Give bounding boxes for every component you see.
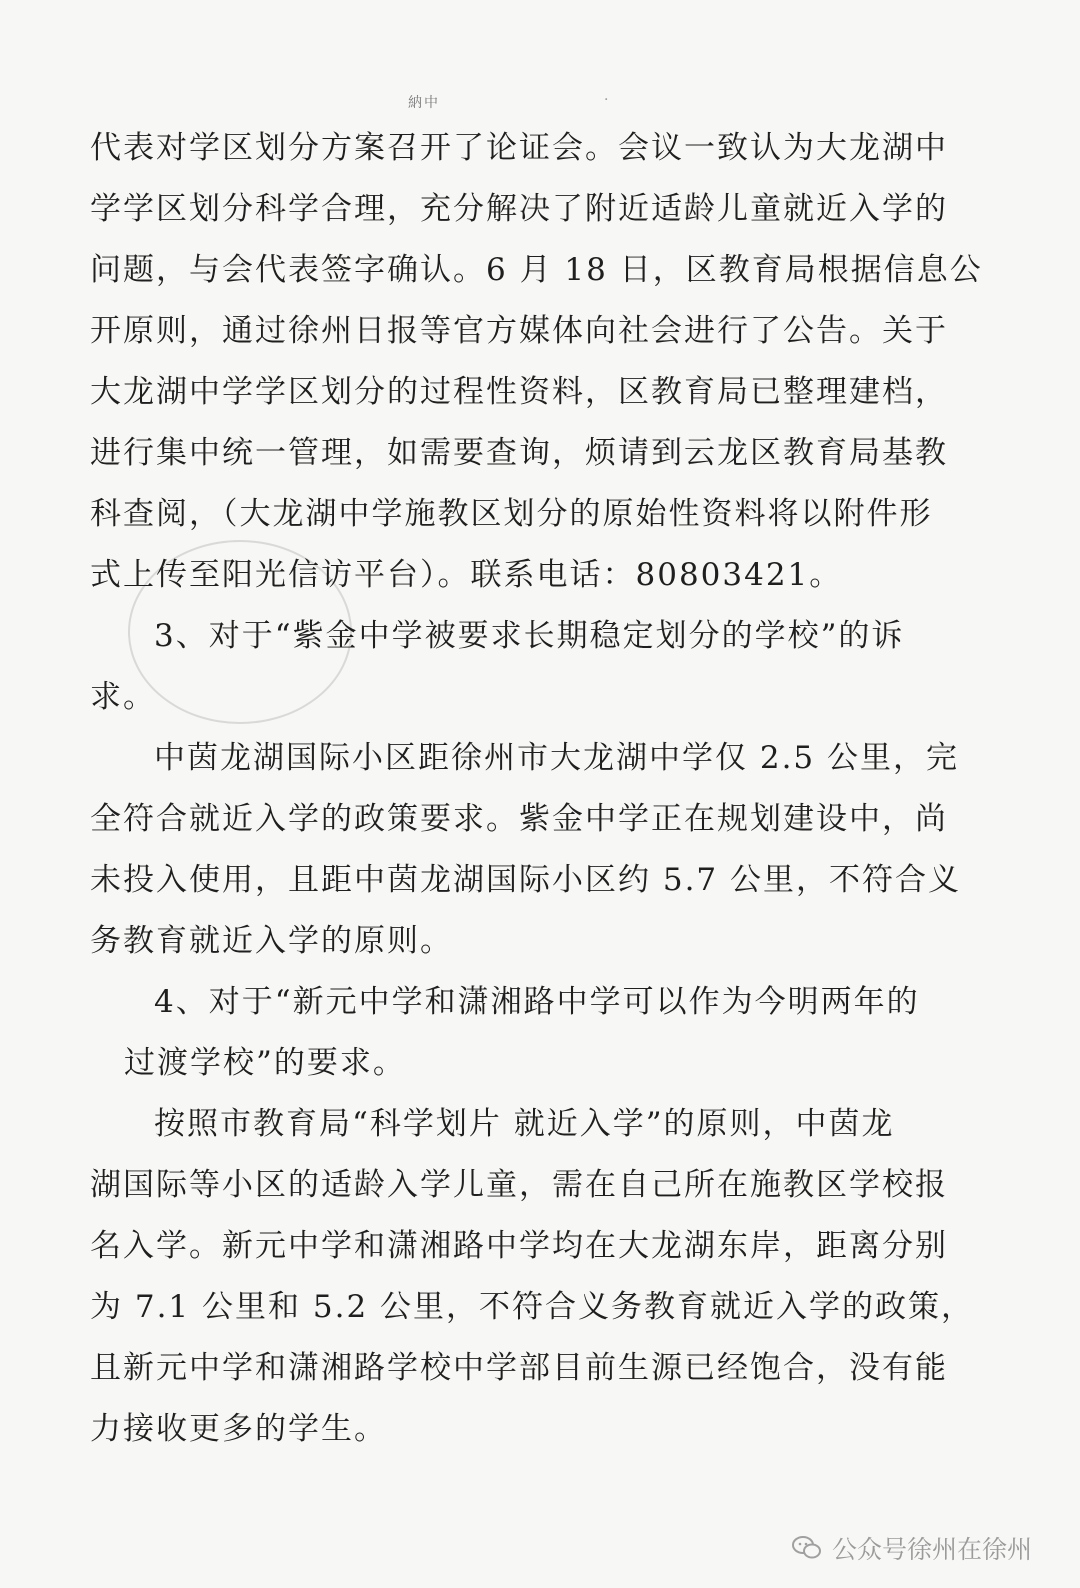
text-line: 中茵龙湖国际小区距徐州市大龙湖中学仅 2.5 公里，完 <box>154 740 960 776</box>
text-line: 科查阅，（大龙湖中学施教区划分的原始性资料将以附件形 <box>90 496 933 532</box>
text-line: 湖国际等小区的适龄入学儿童，需在自己所在施教区学校报 <box>90 1167 948 1203</box>
watermark <box>792 1530 1032 1566</box>
text-line: 学学区划分科学合理，充分解决了附近适龄儿童就近入学的 <box>90 191 948 227</box>
wechat-icon <box>792 1535 822 1561</box>
item-4-heading: 4、对于“新元中学和潇湘路中学可以作为今明两年的 <box>154 984 920 1020</box>
text-line: 务教育就近入学的原则。 <box>90 923 453 959</box>
header-mark-dot: · <box>604 92 609 108</box>
text-line: 未投入使用，且距中茵龙湖国际小区约 5.7 公里，不符合义 <box>90 862 962 898</box>
text-line: 名入学。新元中学和潇湘路中学均在大龙湖东岸，距离分别 <box>90 1228 948 1264</box>
text-line: 式上传至阳光信访平台）。联系电话：80803421。 <box>90 557 843 593</box>
text-line: 代表对学区划分方案召开了论证会。会议一致认为大龙湖中 <box>90 130 948 166</box>
header-mark: 納中 <box>408 95 440 111</box>
text-line: 问题，与会代表签字确认。6 月 18 日，区教育局根据信息公 <box>90 252 983 288</box>
item-3-heading: 3、对于“紫金中学被要求长期稳定划分的学校”的诉 <box>154 618 905 654</box>
text-line: 按照市教育局“科学划片 就近入学”的原则，中茵龙 <box>154 1106 895 1142</box>
body-text <box>90 118 983 1460</box>
text-line: 开原则，通过徐州日报等官方媒体向社会进行了公告。关于 <box>90 313 948 349</box>
watermark-text: 公众号徐州在徐州 <box>831 1535 1032 1564</box>
text-line: 大龙湖中学学区划分的过程性资料，区教育局已整理建档， <box>90 374 948 410</box>
text-line: 过渡学校”的要求。 <box>124 1045 406 1081</box>
text-line: 求。 <box>90 679 156 715</box>
text-line: 力接收更多的学生。 <box>90 1411 387 1447</box>
text-line: 全符合就近入学的政策要求。紫金中学正在规划建设中，尚 <box>90 801 948 837</box>
text-line: 为 7.1 公里和 5.2 公里，不符合义务教育就近入学的政策， <box>90 1289 975 1325</box>
text-line: 进行集中统一管理，如需要查询，烦请到云龙区教育局基教 <box>90 435 948 471</box>
text-line: 且新元中学和潇湘路学校中学部目前生源已经饱合，没有能 <box>90 1350 948 1386</box>
